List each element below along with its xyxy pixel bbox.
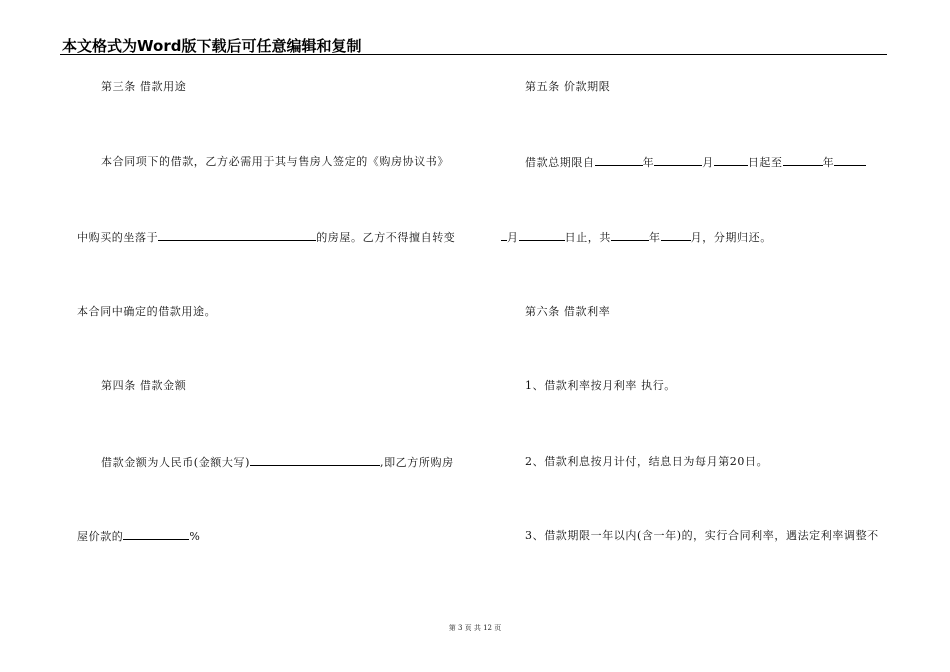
article-4-paragraph-line-1: [101, 455, 454, 470]
article-3-text-a: 中购买的坐落于: [77, 231, 159, 244]
start-month-blank: [654, 155, 702, 166]
percent-blank: [123, 529, 189, 540]
article-4-title: 第四条 借款金额: [101, 379, 187, 392]
article-5-text-a: 借款总期限自: [525, 156, 595, 169]
total-month-blank: [661, 230, 691, 241]
article-4-text-c: 屋价款的: [77, 530, 124, 543]
percent-sign: %: [189, 530, 201, 543]
article-4-paragraph-line-2: [77, 529, 200, 544]
article-5-text-e: 年: [822, 156, 835, 169]
article-4-text-a: 借款金额为人民币(金额大写): [101, 456, 250, 469]
location-blank: [158, 230, 316, 241]
article-5-text-f: 月: [507, 231, 519, 244]
header-rule: [60, 54, 887, 55]
article-3-paragraph-line-2: [77, 230, 455, 245]
article-5-title: 第五条 价款期限: [525, 80, 611, 93]
article-6-title: 第六条 借款利率: [525, 305, 611, 318]
article-3-paragraph-line-3: 本合同中确定的借款用途。: [77, 305, 217, 318]
article-5-paragraph-line-2: [501, 230, 772, 245]
article-4-text-b: ,即乙方所购房: [379, 456, 454, 469]
article-6-item-1: 1、借款利率按月利率 执行。: [525, 379, 676, 392]
page-number: 第 3 页 共 12 页: [448, 624, 502, 632]
article-6-item-3: 3、借款期限一年以内(含一年)的，实行合同利率，遇法定利率调整不: [525, 529, 879, 542]
article-5-paragraph-line-1: [525, 155, 866, 170]
article-3-paragraph-line-1: 本合同项下的借款，乙方必需用于其与售房人签定的《购房协议书》: [101, 155, 449, 168]
article-5-text-h: 年: [649, 231, 661, 244]
article-3-title: 第三条 借款用途: [101, 80, 187, 93]
total-year-blank: [611, 230, 649, 241]
end-month-blank-a: [834, 155, 866, 166]
article-5-text-g: 日止，共: [564, 231, 612, 244]
amount-blank: [250, 455, 380, 466]
article-5-text-d: 日起至: [747, 156, 783, 169]
page-header-title: 本文格式为Word版下载后可任意编辑和复制: [62, 37, 362, 55]
article-5-text-i: 月，分期归还。: [690, 231, 772, 244]
start-year-blank: [595, 155, 643, 166]
end-day-blank: [519, 230, 565, 241]
start-day-blank: [714, 155, 748, 166]
article-5-text-c: 月: [702, 156, 714, 169]
article-3-text-b: 的房屋。乙方不得擅自转变: [316, 231, 456, 244]
end-year-blank: [783, 155, 823, 166]
article-5-text-b: 年: [642, 156, 655, 169]
article-6-item-2: 2、借款利息按月计付，结息日为每月第20日。: [525, 455, 769, 468]
